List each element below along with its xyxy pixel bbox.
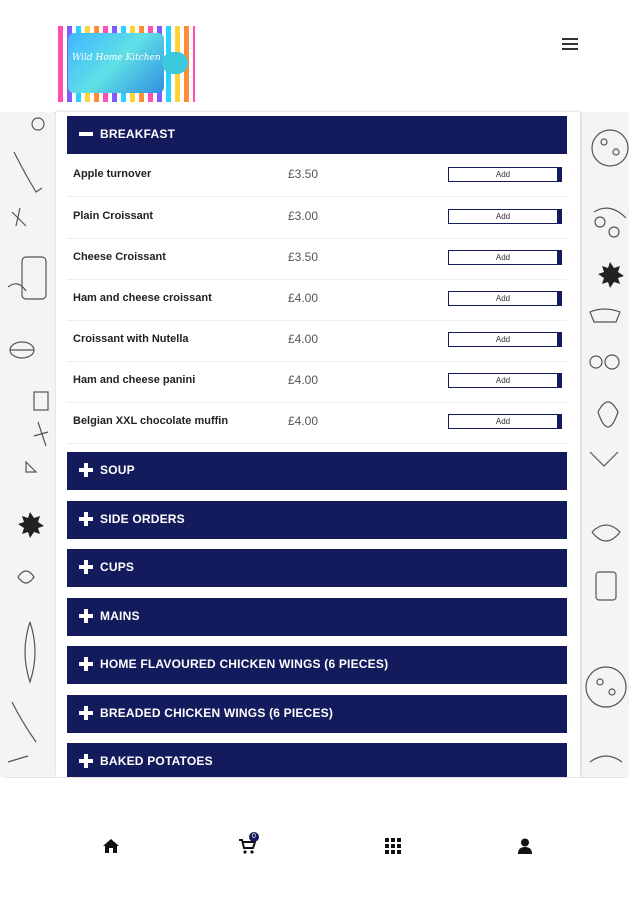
item-price: £4.00 <box>288 414 319 428</box>
bottom-navigation <box>4 777 625 901</box>
category-header-baked-potatoes[interactable] <box>67 743 567 777</box>
add-button[interactable]: Add <box>448 373 562 388</box>
plus-icon <box>79 706 93 720</box>
add-button[interactable]: Add <box>448 291 562 306</box>
left-doodle-background <box>0 112 54 777</box>
item-name: Croissant with Nutella <box>73 333 189 345</box>
doodle-illustrations-right <box>580 112 629 777</box>
category-header-breakfast[interactable] <box>67 116 567 154</box>
category-header-home-flavoured-chicken-wings[interactable] <box>67 646 567 684</box>
top-header <box>4 0 625 113</box>
menu-item-row <box>67 197 567 239</box>
menu-item-row <box>67 402 567 444</box>
category-label: SOUP <box>100 463 135 477</box>
minus-icon <box>79 127 93 141</box>
logo-text: Wild Home Kitchen <box>72 53 161 63</box>
logo[interactable] <box>58 26 195 102</box>
plus-icon <box>79 560 93 574</box>
menu-content <box>56 112 580 777</box>
menu-item-row <box>67 361 567 403</box>
item-name: Cheese Croissant <box>73 251 166 263</box>
hamburger-icon[interactable] <box>562 38 578 52</box>
item-name: Apple turnover <box>73 168 152 180</box>
plus-icon <box>79 609 93 623</box>
category-header-breaded-chicken-wings[interactable] <box>67 695 567 733</box>
item-price: £4.00 <box>288 332 319 346</box>
item-price: £3.50 <box>288 167 319 181</box>
plus-icon <box>79 657 93 671</box>
item-price: £3.50 <box>288 250 319 264</box>
add-button[interactable]: Add <box>448 209 562 224</box>
doodle-illustrations-left <box>0 112 54 777</box>
menu-item-row <box>67 238 567 280</box>
menu-item-row <box>67 155 567 197</box>
add-button[interactable]: Add <box>448 250 562 265</box>
item-name: Plain Croissant <box>73 210 154 222</box>
logo-handle <box>162 52 188 74</box>
menu-item-row <box>67 320 567 362</box>
plus-icon <box>79 754 93 768</box>
category-label: BREAKFAST <box>100 127 176 141</box>
menu-item-row <box>67 279 567 321</box>
item-name: Ham and cheese croissant <box>73 292 212 304</box>
category-header-side-orders[interactable] <box>67 501 567 539</box>
grid-icon[interactable] <box>385 838 405 858</box>
home-icon[interactable] <box>102 838 122 858</box>
category-label: BREADED CHICKEN WINGS (6 PIECES) <box>100 706 334 720</box>
category-label: BAKED POTATOES <box>100 754 213 768</box>
cart-count-badge: 0 <box>249 832 259 842</box>
category-header-mains[interactable] <box>67 598 567 636</box>
item-price: £3.00 <box>288 209 319 223</box>
category-label: HOME FLAVOURED CHICKEN WINGS (6 PIECES) <box>100 657 389 671</box>
user-icon[interactable] <box>517 838 537 858</box>
add-button[interactable]: Add <box>448 332 562 347</box>
add-button[interactable]: Add <box>448 167 562 182</box>
plus-icon <box>79 463 93 477</box>
category-header-soup[interactable] <box>67 452 567 490</box>
item-price: £4.00 <box>288 291 319 305</box>
right-doodle-background <box>580 112 629 777</box>
category-label: SIDE ORDERS <box>100 512 185 526</box>
category-header-cups[interactable] <box>67 549 567 587</box>
category-label: MAINS <box>100 609 140 623</box>
plus-icon <box>79 512 93 526</box>
item-name: Ham and cheese panini <box>73 374 196 386</box>
category-label: CUPS <box>100 560 135 574</box>
logo-board <box>68 33 164 93</box>
add-button[interactable]: Add <box>448 414 562 429</box>
cart-icon[interactable] <box>238 833 258 858</box>
item-price: £4.00 <box>288 373 319 387</box>
item-name: Belgian XXL chocolate muffin <box>73 415 229 427</box>
